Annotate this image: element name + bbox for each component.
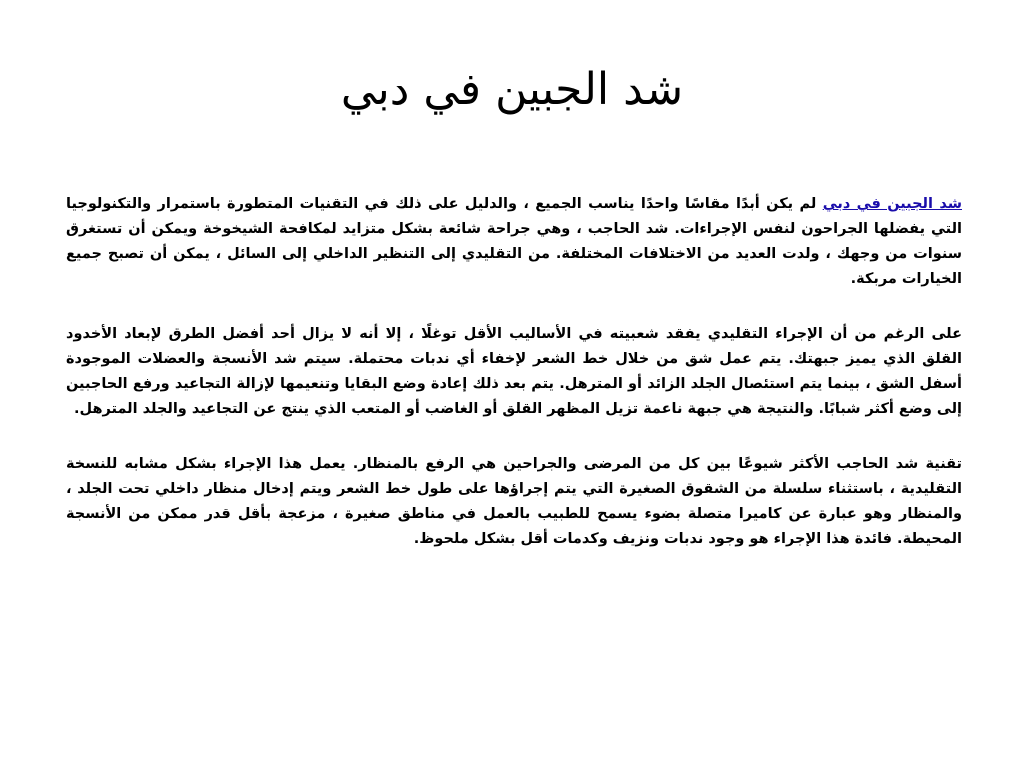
paragraph-3-text: تقنية شد الحاجب الأكثر شيوعًا بين كل من المرضى والجراحين هي الرفع بالمنظار. يعمل هذا الإجراء بشكل مشابه للنسخة التقليدية ، باستثناء سلسلة من الشقوق الصغيرة التي يتم إجراؤها على طول خط الشعر ويتم إدخال منظار داخلي تحت الجلد ، والمنظار وهو عبارة عن كاميرا متصلة بضوء يسمح للطبيب بالعمل في مناطق صغيرة ، مزعجة بأقل قدر ممكن من الأنسجة المحيطة. فائدة هذا الإجراء هو وجود ندبات ونزيف وكدمات أقل بشكل ملحوظ.	[66, 456, 962, 547]
paragraph-1	[66, 192, 962, 292]
slide-body	[66, 192, 962, 582]
paragraph-2	[66, 322, 962, 422]
paragraph-1-text: لم يكن أبدًا مقاسًا واحدًا يناسب الجميع ، والدليل على ذلك في التقنيات المتطورة باستمرار والتكنولوجيا التي يفضلها الجراحون لنفس الإجراءات. شد الحاجب ، وهي جراحة شائعة بشكل متزايد لمكافحة الشيخوخة ويمكن أن تستغرق سنوات من وجهك ، ولدت العديد من الاختلافات المختلفة. من التقليدي إلى التنظير الداخلي إلى السائل ، يمكن أن تصبح جميع الخيارات مربكة.	[66, 196, 962, 287]
forehead-lift-dubai-link[interactable]: شد الجبين في دبي	[822, 196, 962, 212]
paragraph-3	[66, 452, 962, 552]
slide-title: شد الجبين في دبي	[340, 64, 684, 115]
paragraph-2-text: على الرغم من أن الإجراء التقليدي يفقد شعبيته في الأساليب الأقل توغلًا ، إلا أنه لا يزال أحد أفضل الطرق لإبعاد الأخدود القلق الذي يميز جبهتك. يتم عمل شق من خلال خط الشعر لإخفاء أي ندبات محتملة. سيتم شد الأنسجة والعضلات الموجودة أسفل الشق ، بينما يتم استئصال الجلد الزائد أو المترهل. يتم بعد ذلك إعادة وضع البقايا وتنعيمها لإزالة التجاعيد ورفع الحاجبين إلى وضع أكثر شبابًا. والنتيجة هي جبهة ناعمة تزيل المظهر القلق أو الغاضب أو المتعب الذي ينتج عن التجاعيد والجلد المترهل.	[66, 326, 962, 417]
